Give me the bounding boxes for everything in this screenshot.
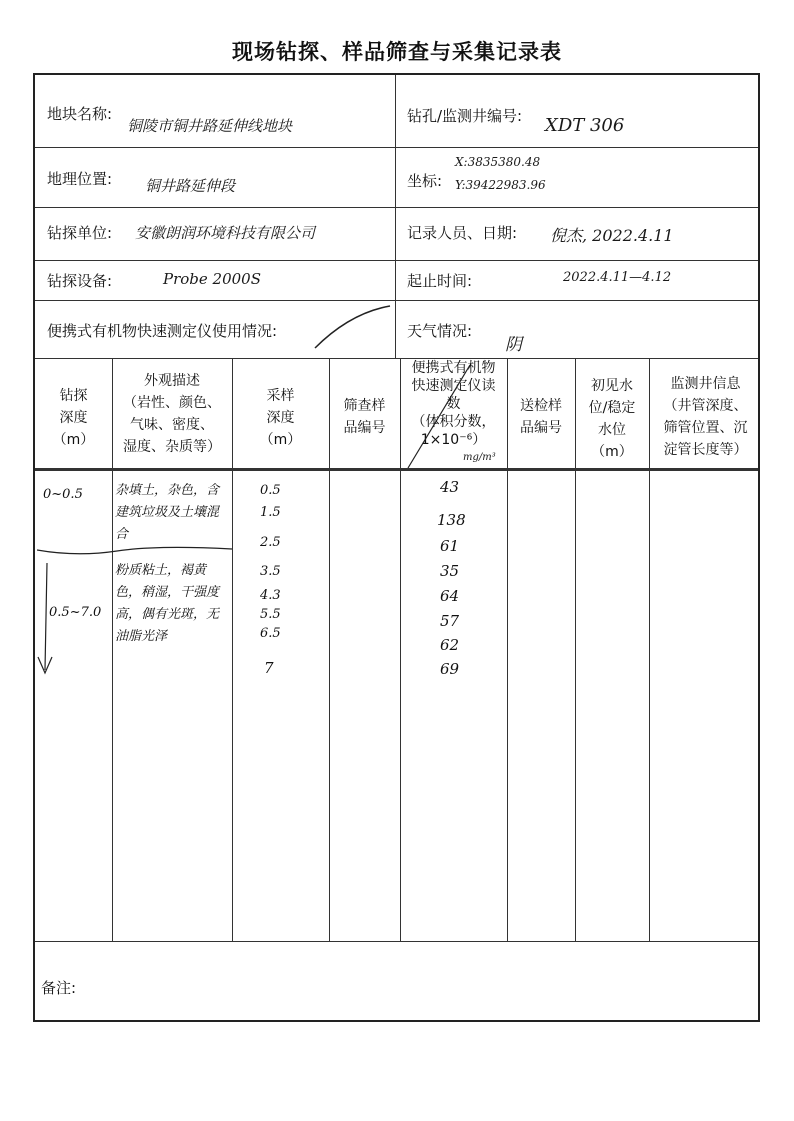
sample-depth: 0.5 <box>260 483 281 498</box>
time-label: 起止时间: <box>407 272 473 290</box>
pid-reading: 138 <box>437 511 466 529</box>
plot-name-value: 铜陵市铜井路延伸线地块 <box>127 117 293 135</box>
page-title: 现场钻探、样品筛查与采集记录表 <box>232 40 562 64</box>
header-screen-sample-id: 筛查样 品编号 <box>343 398 386 436</box>
remarks-label: 备注: <box>41 979 77 997</box>
divider <box>329 358 330 941</box>
sample-depth: 6.5 <box>260 626 281 641</box>
layer-description: 杂填土，杂色，含建筑垃圾及土壤混合 <box>115 483 220 542</box>
divider <box>35 260 758 261</box>
pid-usage-label: 便携式有机物快速测定仪使用情况: <box>47 322 278 340</box>
coordinate-label: 坐标: <box>407 172 443 190</box>
time-value: 2022.4.11—4.12 <box>563 270 672 285</box>
divider <box>35 300 758 301</box>
record-form <box>33 73 760 1022</box>
header-description: 外观描述 （岩性、颜色、 气味、密度、 湿度、杂质等） <box>123 373 221 455</box>
header-pid-reading: 便携式有机物 快速测定仪读 数 （体积分数， 1×10⁻⁶） <box>411 360 496 448</box>
header-water-level: 初见水 位/稳定 水位 （m） <box>588 378 636 460</box>
pid-reading: 57 <box>440 612 460 630</box>
location-label: 地理位置: <box>47 170 113 188</box>
pid-reading: 35 <box>440 562 460 580</box>
pid-reading: 43 <box>440 478 460 496</box>
header-well-info: 监测井信息 （井管深度、 筛管位置、沉 淀管长度等） <box>663 376 748 458</box>
sample-depth: 7 <box>264 659 274 677</box>
pid-reading: 62 <box>440 636 460 654</box>
sample-depth: 4.3 <box>260 588 281 603</box>
sample-depth: 5.5 <box>260 607 281 622</box>
sample-depth: 3.5 <box>260 564 281 579</box>
layer-depth: 0.5~7.0 <box>49 605 102 620</box>
recorder-value: 倪杰, 2022.4.11 <box>550 226 674 245</box>
pid-reading: 64 <box>440 587 460 605</box>
location-value: 铜井路延伸段 <box>145 177 236 195</box>
coordinate-y: Y:39422983.96 <box>455 178 546 192</box>
pid-reading: 61 <box>440 537 460 555</box>
divider <box>35 147 758 148</box>
strike-slash-mark <box>310 303 395 353</box>
header-drill-depth: 钻探 深度 （m） <box>52 388 95 448</box>
plot-name-label: 地块名称: <box>47 105 113 123</box>
sample-depth: 2.5 <box>260 535 281 550</box>
equipment-label: 钻探设备: <box>47 272 113 290</box>
layer-description: 粉质粘土，褐黄色，稍湿，干强度高，偶有光斑，无油脂光泽 <box>115 563 220 644</box>
header-sample-depth: 采样 深度 （m） <box>259 388 302 448</box>
drill-unit-label: 钻探单位: <box>47 224 113 242</box>
recorder-label: 记录人员、日期: <box>407 224 518 242</box>
well-id-label: 钻孔/监测井编号: <box>407 107 523 125</box>
layer-depth: 0~0.5 <box>43 487 83 502</box>
divider <box>507 358 508 941</box>
weather-label: 天气情况: <box>407 322 473 340</box>
equipment-value: Probe 2000S <box>163 270 261 288</box>
drill-unit-value: 安徽朗润环境科技有限公司 <box>135 224 316 242</box>
pid-reading: 69 <box>440 660 460 678</box>
weather-value: 阴 <box>505 335 522 355</box>
well-id-value: XDT 306 <box>545 115 625 136</box>
header-lab-sample-id: 送检样 品编号 <box>520 398 562 436</box>
coordinate-x: X:3835380.48 <box>455 155 541 169</box>
strike-slash-mark <box>400 360 507 470</box>
divider <box>395 75 396 358</box>
sample-depth: 1.5 <box>260 505 281 520</box>
pid-unit-note: mg/m³ <box>463 452 496 463</box>
divider <box>35 941 758 942</box>
divider <box>35 207 758 208</box>
